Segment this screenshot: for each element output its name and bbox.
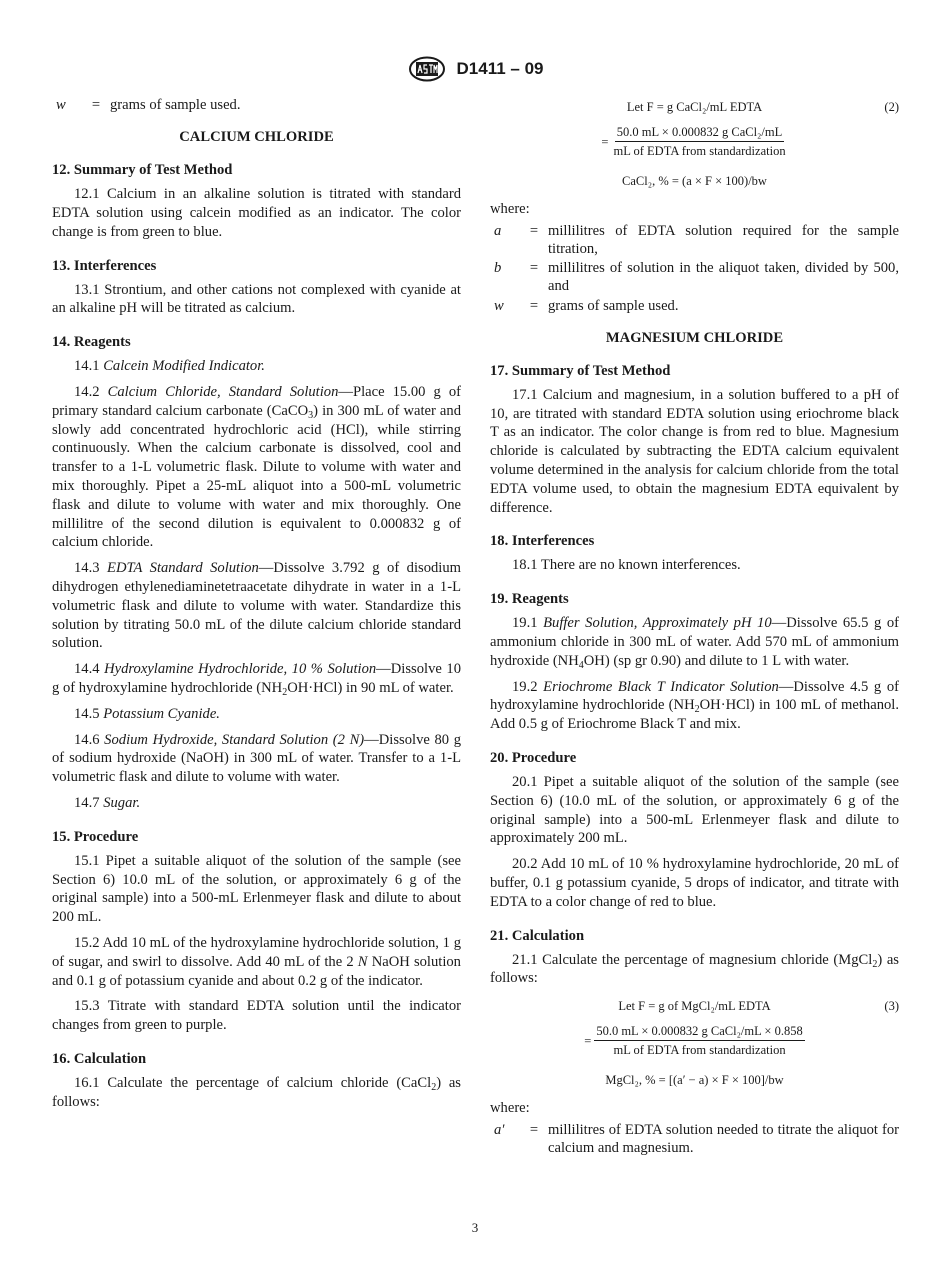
para-14-6: [52, 731, 461, 787]
equation-fraction: = 50.0 mL × 0.000832 g CaCl₂/mL × 0.858 mL of EDTA from standardization: [584, 1024, 803, 1058]
para-20-1: 20.1 Pipet a suitable aliquot of the solution of the sample (see Section 6) (10.0 mL of the solution, or approximately 6 g of the original sample) into a 500-mL Erlenmeyer flask and dilute to approximately 200 mL.: [490, 773, 899, 847]
definition-text: millilitres of EDTA solution required for the sample titration,: [548, 222, 899, 257]
definition-equals: =: [529, 222, 539, 239]
equation-text: CaCl₂, % = (a × F × 100)/bw: [622, 174, 767, 188]
heading-17: 17. Summary of Test Method: [490, 362, 671, 379]
where-label: where:: [490, 201, 530, 217]
equation-line: [490, 1069, 899, 1091]
para-number: 19.1: [512, 615, 538, 632]
definition-text: grams of sample used.: [110, 97, 241, 113]
definition-symbol: w: [494, 297, 504, 314]
heading-16: 16. Calculation: [52, 1050, 147, 1067]
subscript: 2: [431, 1081, 437, 1093]
para-number: 14.2: [74, 383, 100, 400]
heading-14: 14. Reagents: [52, 334, 131, 351]
subscript: 2: [872, 958, 878, 970]
para-20-2: 20.2 Add 10 mL of 10 % hydroxylamine hydrochloride, 20 mL of buffer, 0.1 g potassium cyanide, 5 drops of indicator, and titrate with EDTA to a color change of red to blue.: [490, 856, 899, 910]
equation-text: Let F = g CaCl₂/mL EDTA: [626, 100, 763, 114]
heading-15: 15. Procedure: [52, 828, 139, 845]
para-text: OH) (sp gr 0.90) and dilute to 1 L with water.: [583, 652, 850, 669]
section-title-calcium-chloride: CALCIUM CHLORIDE: [179, 129, 334, 146]
definition-symbol: w: [56, 97, 66, 113]
para-13-1: 13.1 Strontium, and other cations not complexed with cyanide at an alkaline pH will be titrated as calcium.: [52, 281, 461, 317]
equation-line: [490, 96, 899, 118]
equation-number: (3): [884, 999, 899, 1014]
para-14-4: [52, 660, 461, 698]
right-column: [490, 96, 899, 1163]
heading-21: 21. Calculation: [490, 927, 585, 944]
para-12-1: 12.1 Calcium in an alkaline solution is titrated with standard EDTA solution using calcein modified as an indicator. The color change is from green to blue.: [52, 186, 461, 240]
para-21-1: [490, 951, 899, 989]
definition-symbol: a′: [494, 1121, 505, 1138]
definition-equals: =: [529, 1121, 539, 1138]
definition-text: millilitres of EDTA solution needed to titrate the aliquot for calcium and magnesium.: [548, 1121, 899, 1157]
fraction-numerator: 50.0 mL × 0.000832 g CaCl₂/mL: [615, 124, 784, 142]
para-15-1: 15.1 Pipet a suitable aliquot of the solution of the sample (see Section 6) 10.0 mL of the solution, or approximately 6 g of the original sample) into a 500-mL Erlenmeyer flask and dilute to about 200 mL.: [52, 852, 461, 926]
para-italic-title: Calcein Modified Indicator.: [103, 358, 265, 375]
page-number: 3: [471, 1220, 479, 1235]
definitions-list-2: [490, 1121, 899, 1157]
definition-text: grams of sample used.: [548, 297, 679, 314]
para-number: 14.4: [74, 661, 100, 678]
para-text: ) as follows:: [490, 951, 899, 987]
para-italic-title: Buffer Solution, Approximately pH 10: [543, 615, 772, 632]
page-header: [0, 56, 950, 82]
para-italic-paren: (2 N): [328, 731, 365, 748]
definition-row: [490, 222, 899, 258]
astm-logo-icon: [407, 56, 447, 82]
para-14-1: [52, 357, 461, 376]
definition-row: [490, 297, 899, 315]
equation-line: [490, 124, 899, 164]
document-code: D1411 – 09: [456, 59, 544, 78]
para-number: 14.7: [74, 794, 100, 811]
para-18-1: 18.1 There are no known interferences.: [512, 557, 741, 574]
para-text: ) in 300 mL of water and slowly add concentrated hydrochloric acid (HCl), while stirring continuously. When the calcium carbonate is dissolved, cool and transfer to a 1-L volumetric flask. Dilute to volume with water and mix thoroughly. Pipet a 25-mL aliquot into a 500-mL volumetric flask and dilute to volume with water and mix thoroughly. One millilitre of the second dilution is equivalent to 0.000832 g of calcium chloride.: [52, 402, 462, 551]
para-number: 14.5: [74, 705, 100, 722]
equation-2: [490, 96, 899, 192]
para-text: —Dissolve 65.5 g of ammonium chloride in 300 mL of water. Add 570 mL of ammonium hydroxide (NH: [490, 615, 899, 669]
para-italic-title: Potassium Cyanide.: [103, 705, 220, 722]
subscript: 4: [578, 659, 584, 671]
equation-line: [490, 170, 899, 192]
para-number: 19.2: [512, 678, 538, 695]
para-19-1: [490, 614, 899, 670]
para-italic-title: Hydroxylamine Hydrochloride, 10 % Solution: [104, 661, 377, 678]
heading-12: 12. Summary of Test Method: [52, 162, 233, 179]
para-14-7: [52, 794, 461, 813]
para-text: 16.1 Calculate the percentage of calcium chloride (CaCl: [74, 1074, 432, 1091]
para-text: —Dissolve 3.792 g of disodium dihydrogen ethylenediaminetetraacetate dihydrate in water in a 1-L volumetric flask and dilute to volume with water. Standardize this solution by titrating 50.0 mL of the dilute calcium chloride standard solution.: [52, 560, 461, 652]
para-italic-title: Eriochrome Black T Indicator Solution: [543, 678, 779, 695]
para-14-3: [52, 559, 461, 653]
fraction-denominator: mL of EDTA from standardization: [613, 1043, 786, 1058]
left-column: [52, 96, 461, 1118]
equation-text: MgCl₂, % = [(a′ − a) × F × 100]/bw: [605, 1073, 784, 1088]
definition-symbol: b: [494, 260, 502, 277]
para-italic-title: Sodium Hydroxide, Standard Solution: [104, 731, 329, 748]
definition-row: [490, 259, 899, 295]
para-14-2: [52, 383, 461, 552]
definition-row: [490, 1121, 899, 1157]
para-text: NaOH solution and 0.1 g of potassium cyanide and about 0.2 g of the indicator.: [52, 953, 461, 989]
equation-line: [490, 995, 899, 1017]
para-15-3: 15.3 Titrate with standard EDTA solution until the indicator changes from green to purple.: [52, 998, 461, 1034]
para-number: 14.1: [74, 358, 100, 375]
para-text: —Place 15.00 g of primary standard calcium carbonate (CaCO: [52, 383, 462, 419]
equation-fraction: = 50.0 mL × 0.000832 g CaCl₂/mL mL of EDTA from standardization: [601, 125, 786, 158]
equation-line: [490, 1023, 899, 1063]
para-text: —Dissolve 4.5 g of hydroxylamine hydrochloride (NH: [490, 678, 899, 714]
equation-text: Let F = g of MgCl₂/mL EDTA: [618, 999, 771, 1014]
para-number: 14.6: [74, 731, 100, 748]
subscript: 2: [694, 704, 700, 716]
heading-19: 19. Reagents: [490, 591, 569, 608]
para-text: OH·HCl) in 90 mL of water.: [287, 679, 454, 696]
para-19-2: [490, 678, 899, 734]
para-14-5: [52, 705, 461, 724]
fraction-numerator: 50.0 mL × 0.000832 g CaCl₂/mL × 0.858: [594, 1023, 804, 1041]
para-15-2: [52, 934, 461, 990]
para-italic-n: N: [357, 953, 368, 970]
fraction-denominator: mL of EDTA from standardization: [613, 144, 786, 158]
para-text: 15.2 Add 10 mL of the hydroxylamine hydrochloride solution, 1 g of sugar, and swirl to dissolve. Add 40 mL of the 2: [52, 934, 461, 970]
para-italic-title: Sugar.: [103, 794, 141, 811]
para-17-1: 17.1 Calcium and magnesium, in a solution buffered to a pH of 10, are titrated with standard EDTA solution using eriochrome black T as an indicator. The color change is from red to blue. Magnesium chloride is calculated by subtracting the EDTA calcium equivalent volume determined in the analysis for calcium chloride from the total EDTA volume used, to obtain the magnesium EDTA equivalent by difference.: [490, 386, 899, 516]
definitions-w: [52, 96, 461, 114]
section-title-magnesium-chloride: MAGNESIUM CHLORIDE: [605, 329, 784, 346]
definitions-list-1: [490, 222, 899, 315]
definition-symbol: a: [494, 222, 502, 239]
definition-row: [52, 96, 461, 114]
para-text: 21.1 Calculate the percentage of magnesium chloride (MgCl: [512, 951, 873, 968]
definition-text: millilitres of solution in the aliquot taken, divided by 500, and: [548, 260, 899, 295]
definition-equals: =: [91, 97, 101, 113]
para-text: OH·HCl) in 100 mL of methanol. Add 0.5 g of Eriochrome Black T and mix.: [490, 697, 899, 733]
where-label: where:: [490, 1100, 530, 1117]
heading-20: 20. Procedure: [490, 749, 577, 766]
para-text: —Dissolve 10 g of hydroxylamine hydrochloride (NH: [52, 661, 461, 696]
para-italic-title: Calcium Chloride, Standard Solution: [107, 383, 339, 400]
definition-equals: =: [529, 260, 539, 277]
subscript: 3: [308, 409, 314, 421]
para-text: ) as follows:: [52, 1074, 461, 1110]
para-italic-title: EDTA Standard Solution: [107, 560, 259, 577]
para-number: 14.3: [74, 560, 100, 577]
para-text: —Dissolve 80 g of sodium hydroxide (NaOH) in 300 mL of water. Transfer to a 1-L volumetric flask and dilute to volume with water.: [52, 731, 461, 786]
para-16-1: [52, 1074, 461, 1112]
heading-18: 18. Interferences: [490, 533, 595, 550]
equation-3: [490, 995, 899, 1091]
equation-number: (2): [884, 100, 899, 114]
heading-13: 13. Interferences: [52, 257, 157, 274]
definition-equals: =: [529, 297, 539, 314]
subscript: 2: [282, 686, 288, 698]
